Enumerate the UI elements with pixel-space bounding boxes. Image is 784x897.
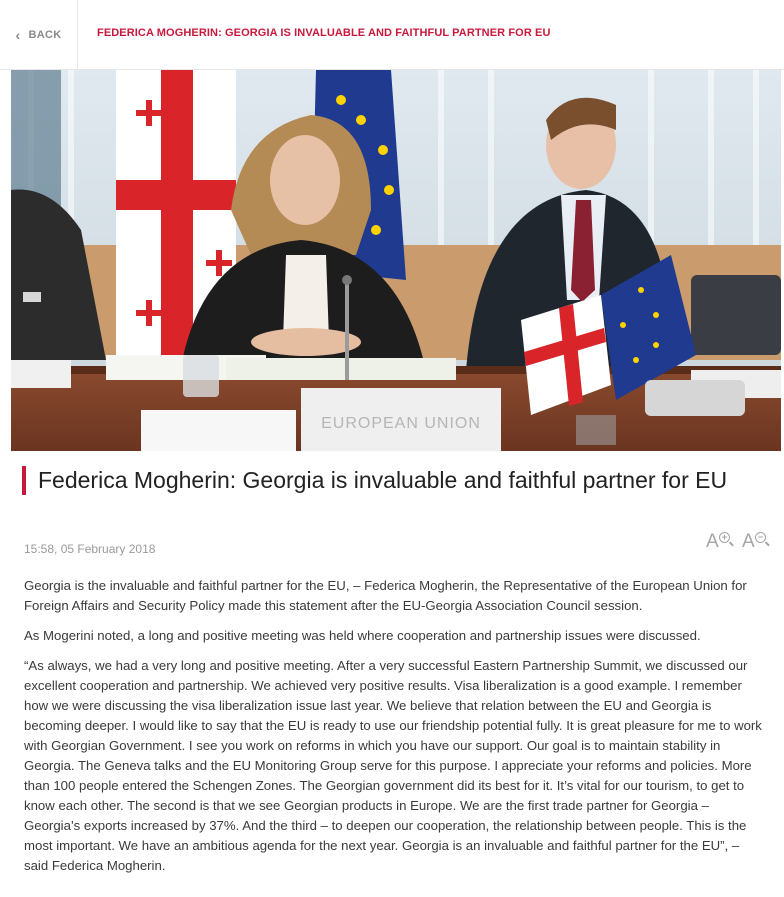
back-label: BACK (28, 28, 62, 41)
article-paragraph: Georgia is the invaluable and faithful partner for the EU, – Federica Mogherin, the Representative of the European Union for Foreign Affairs and Security Policy made this statement after the EU-Georgia Association Council session. (24, 578, 747, 613)
article-paragraph: As Mogerini noted, a long and positive meeting was held where cooperation and partnership issues were discussed. (24, 628, 701, 643)
zoom-in-icon: + (719, 532, 730, 543)
article-title: Federica Mogherin: Georgia is invaluable and faithful partner for EU (38, 467, 728, 493)
article-photo (11, 70, 781, 451)
font-increase-button[interactable]: A + (706, 530, 736, 554)
article-title-block (22, 466, 762, 495)
article-paragraph: “As always, we had a very long and positive meeting. After a very successful Eastern Partnership Summit, we discussed our excellent cooperation and partnership. We achieved very positive results. Visa liberalization is a good example. I remember how we were discussing the visa liberalization issue last year. We believe that relation between the EU and Georgia is becoming deeper. I would like to say that the EU is ready to use our friendship potential fully. It is great pleasure for me to work with Georgian Government. I see you work on reforms in which you have our support. Our goal is to maintain stability in Georgia. The Geneva talks and the EU Monitoring Group serve for this purpose. I appreciate your reforms and policies. More than 100 people entered the Schengen Zones. The Georgian government did its best for it. It’s vital for our tourism, to get to know each other. The second is that we see Georgian products in Europe. We are the first trade partner for Georgia – Georgia’s exports increased by 37%. And the third – to deepen our cooperation, the relationship between people. This is the most important. We have an ambitious agenda for the next year. Georgia is an invaluable and faithful partner for the EU”, – said Federica Mogherin. (24, 658, 762, 873)
back-button[interactable] (0, 0, 78, 69)
font-decrease-button[interactable]: A − (742, 530, 772, 554)
nameplate-text: EUROPEAN UNION (321, 415, 481, 432)
top-bar (0, 0, 784, 70)
article-body (24, 576, 764, 886)
breadcrumb-title: FEDERICA MOGHERIN: GEORGIA IS INVALUABLE AND FAITHFUL PARTNER FOR EU (97, 27, 551, 39)
zoom-out-icon: − (755, 532, 766, 543)
article-date: 15:58, 05 February 2018 (24, 542, 156, 556)
chevron-left-icon: ‹ (15, 26, 21, 43)
